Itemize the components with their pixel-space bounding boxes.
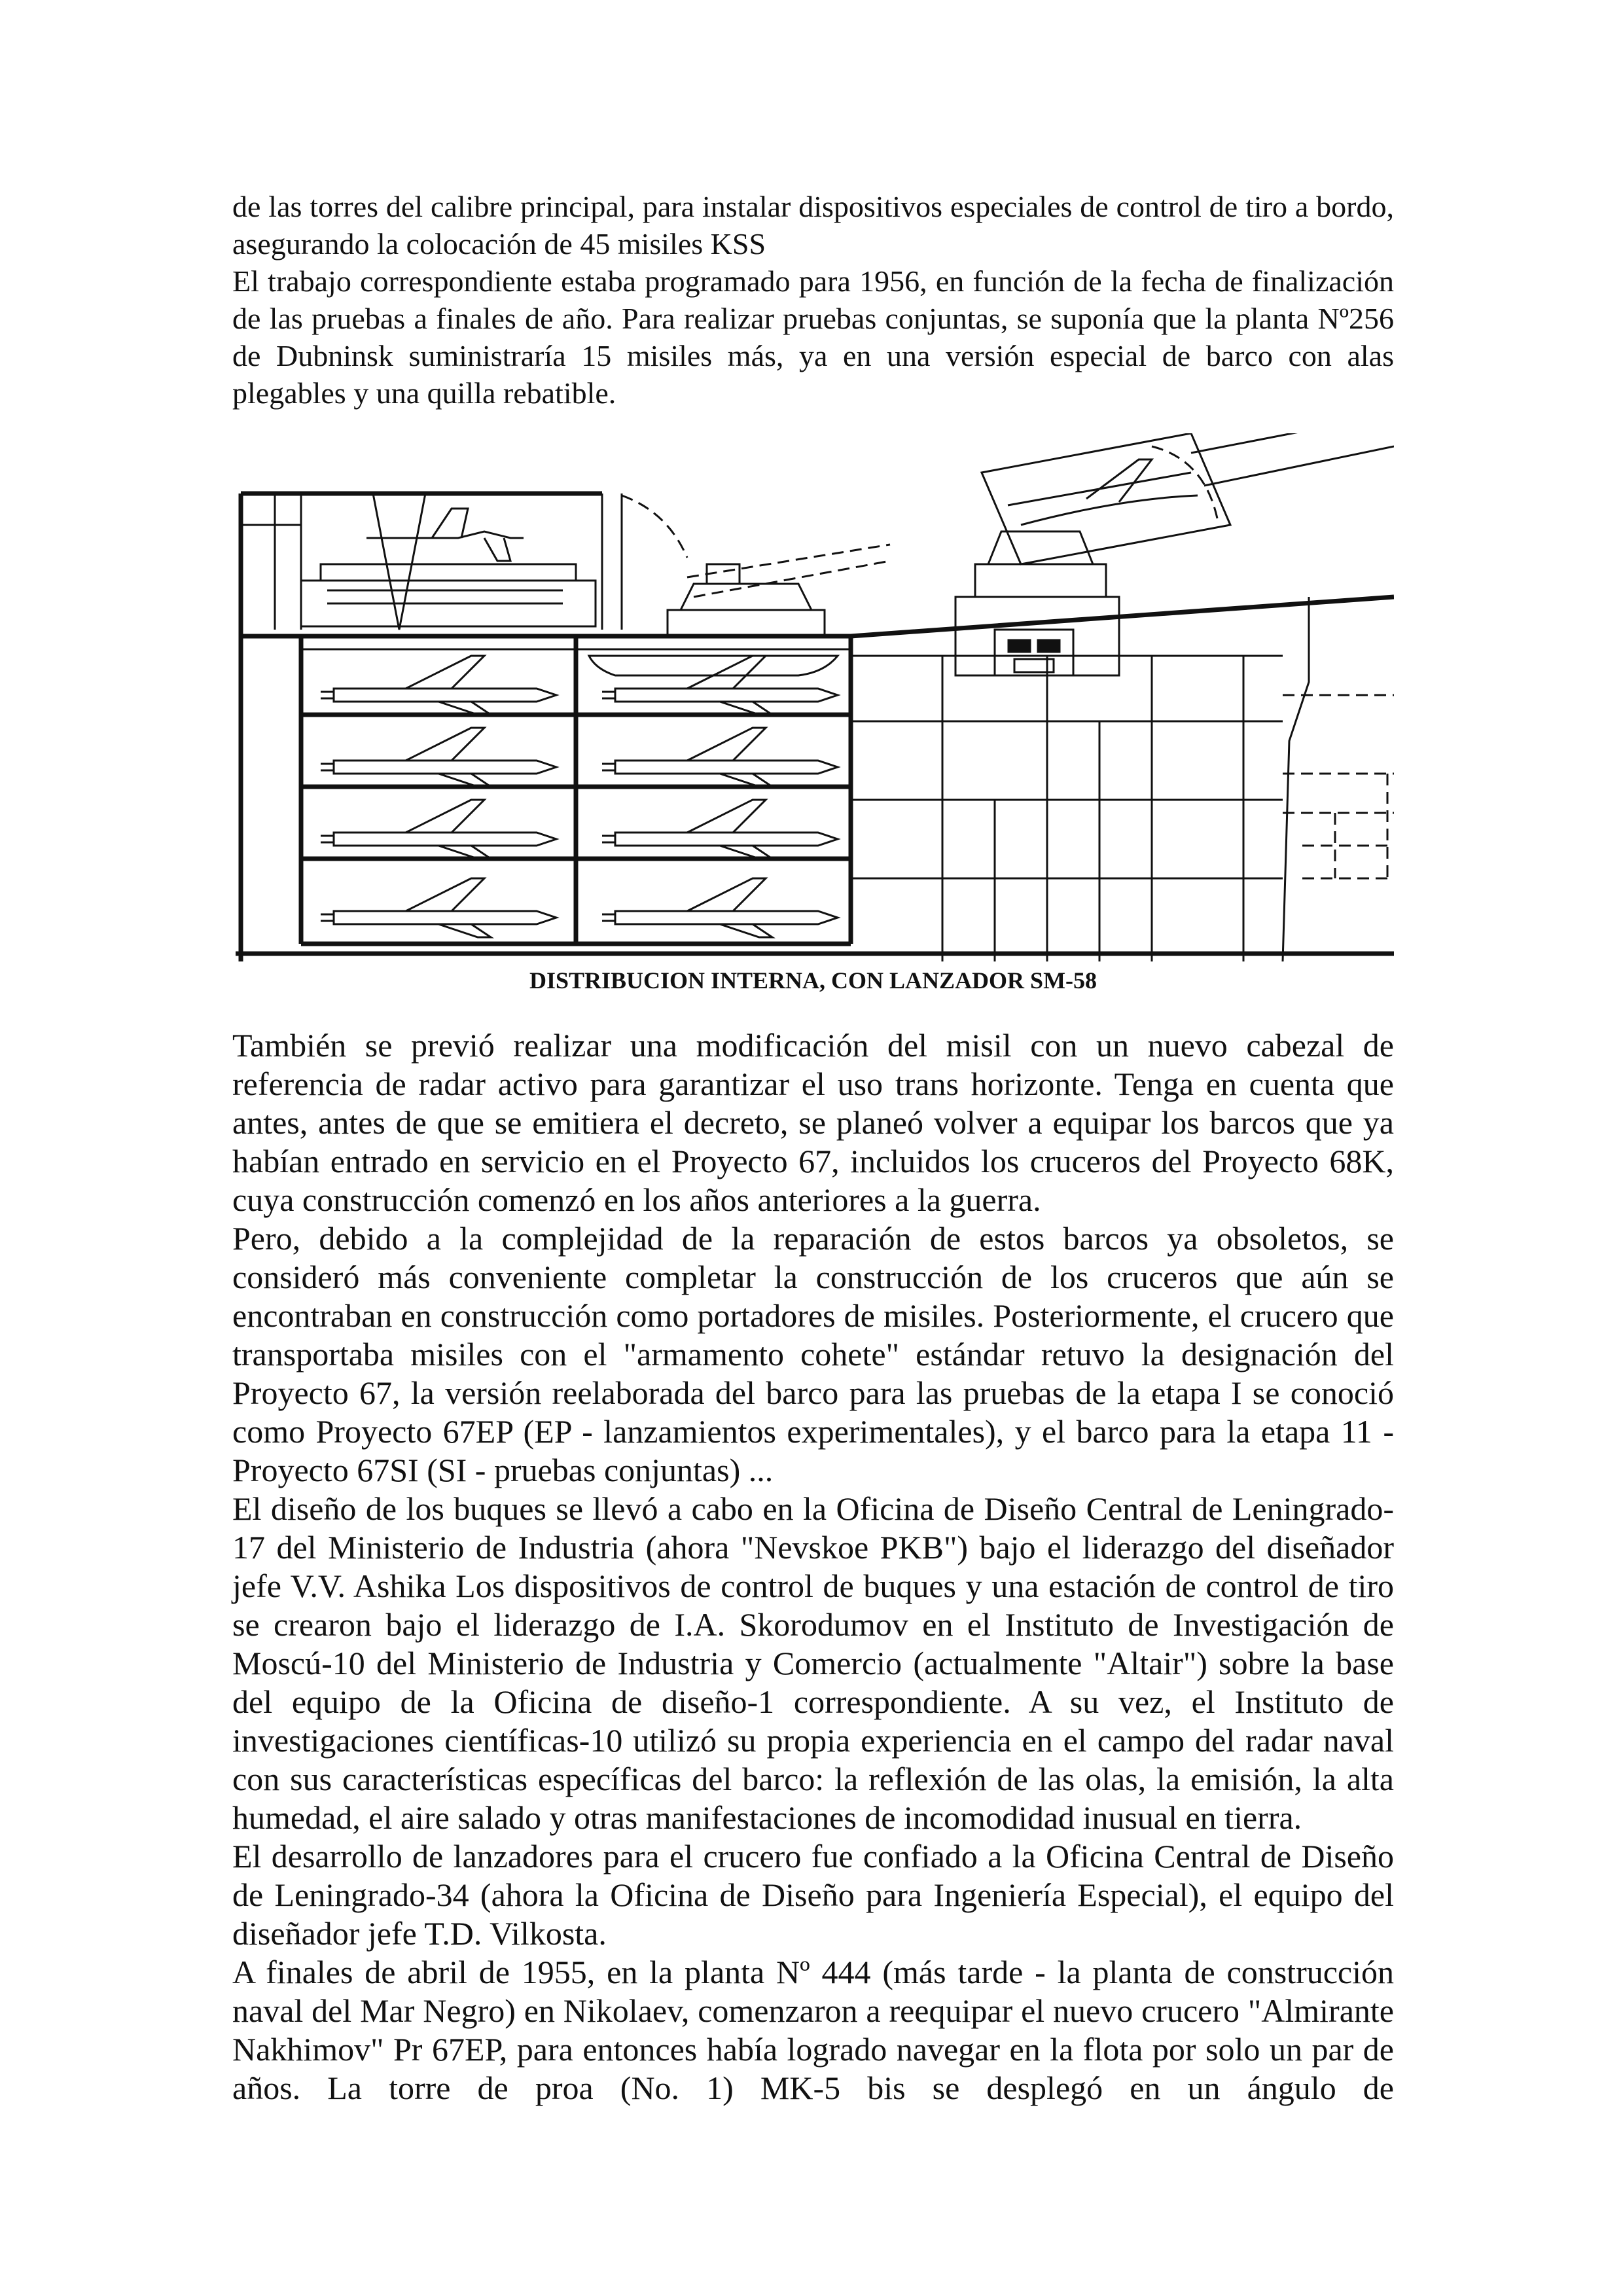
- guidance-dashed-lines: [622, 495, 1394, 878]
- ship-internal-layout-diagram: [236, 433, 1394, 961]
- paragraph: El diseño de los buques se llevó a cabo en la Oficina de Diseño Central de Leningrado-17 del Ministerio de Industria (ahora "Nevskoe PKB") bajo el liderazgo del diseñador jefe V.V. Ashika Los dispositivos de control de buques y una estación de control de tiro se crearon bajo el liderazgo de I.A. Skorodumov en el Instituto de Investigación de Moscú-10 del Ministerio de Industria y Comercio (actualmente "Altair") sobre la base del equipo de la Oficina de diseño-1 correspondiente. A su vez, el Instituto de investigaciones científicas-10 utilizó su propia experiencia en el campo del radar naval con sus características específicas del barco: la reflexión de las olas, la emisión, la alta humedad, el aire salado y otras manifestaciones de incomodidad inusual en tierra.: [232, 1490, 1394, 1836]
- stored-missiles: [321, 656, 838, 937]
- paragraph: El trabajo correspondiente estaba programado para 1956, en función de la fecha de finalización de las pruebas a finales de año. Para realizar pruebas conjuntas, se suponía que la planta Nº256 de Dubninsk suministraría 15 misiles más, ya en una versión especial de barco con alas plegables y una quilla rebatible.: [232, 264, 1394, 410]
- paragraph: Pero, debido a la complejidad de la reparación de estos barcos ya obsoletos, se consideró más conveniente completar la construcción de los cruceros que aún se encontraban en construcción como portadores de misiles. Posteriormente, el crucero que transportaba misiles con el "armamento cohete" estándar retuvo la designación del Proyecto 67, la versión reelaborada del barco para las pruebas de la etapa I se conoció como Proyecto 67EP (EP - lanzamientos experimentales), y el barco para la etapa 11 - Proyecto 67SI (SI - pruebas conjuntas) ...: [232, 1220, 1394, 1488]
- figure-caption: DISTRIBUCION INTERNA, CON LANZADOR SM-58: [529, 967, 1097, 994]
- top-text-block: [232, 188, 1394, 412]
- paragraph: También se previó realizar una modificación del misil con un nuevo cabezal de referencia de radar activo para garantizar el uso trans horizonte. Tenga en cuenta que antes, antes de que se emitiera el decreto, se planeó volver a equipar los barcos que ya habían entrado en servicio en el Proyecto 67, incluidos los cruceros del Proyecto 68K, cuya construcción comenzó en los años anteriores a la guerra.: [232, 1027, 1394, 1218]
- bottom-text-block: [232, 1026, 1394, 2108]
- paragraph: de las torres del calibre principal, para instalar dispositivos especiales de control de tiro a bordo, asegurando la colocación de 45 misiles KSS: [232, 190, 1394, 260]
- paragraph: El desarrollo de lanzadores para el crucero fue confiado a la Oficina Central de Diseño de Leningrado-34 (ahora la Oficina de Diseño para Ingeniería Especial), el equipo del diseñador jefe T.D. Vilkosta.: [232, 1838, 1394, 1952]
- missile-magazine: [301, 636, 851, 944]
- upper-deck-compartment: [241, 493, 825, 636]
- sm58-launcher: [955, 433, 1394, 675]
- paragraph: A finales de abril de 1955, en la planta Nº 444 (más tarde - la planta de construcción naval del Mar Negro) en Nikolaev, comenzaron a reequipar el nuevo crucero "Almirante Nakhimov" Pr 67EP, para entonces había logrado navegar en la flota por solo un par de años. La torre de proa (No. 1) MK-5 bis se desplegó en un ángulo de: [232, 1954, 1394, 2106]
